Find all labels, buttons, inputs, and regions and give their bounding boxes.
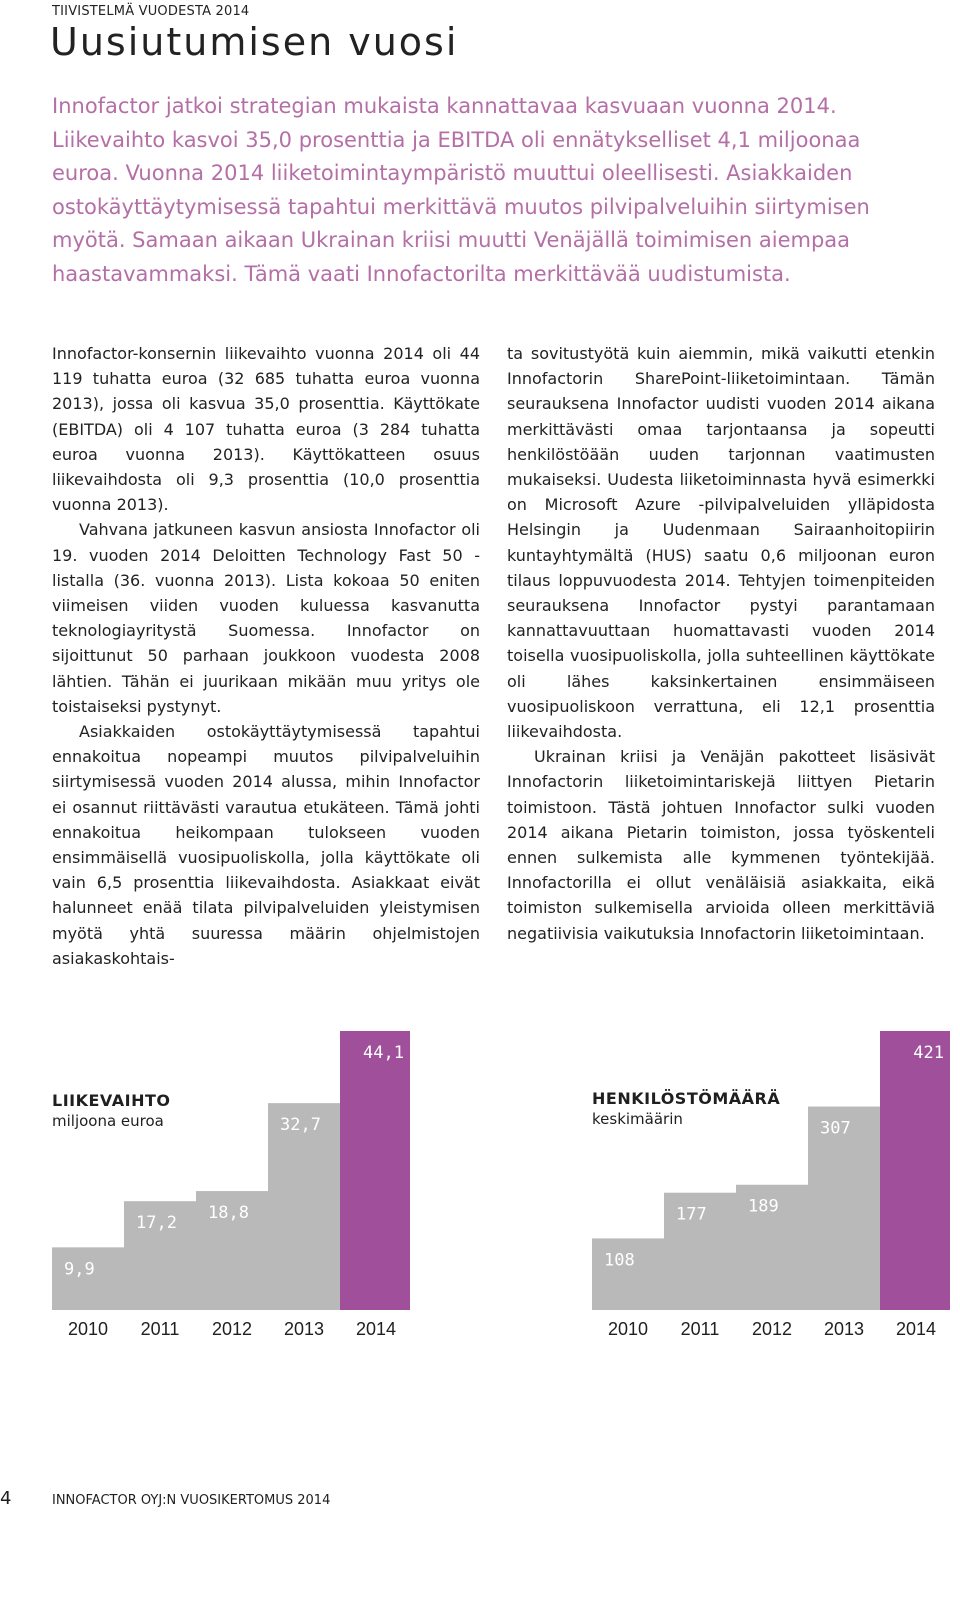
value-label-2011: 17,2: [136, 1213, 177, 1234]
body-paragraph: Innofactor-konsernin liikevaihto vuonna 2014 oli 44 119 tuhatta euroa (32 685 tuhatta euroa vuonna 2013), jossa oli kasvua 35,0 prosenttia. Käyttökate (EBITDA) oli 4 107 tuhatta euroa (3 284 tuhatta euroa vuonna 2013). Käyttökatteen osuus liikevaihdosta oli 9,3 prosenttia (10,0 prosenttia vuonna 2013).: [52, 344, 480, 515]
year-label-2010: 2010: [67, 1319, 109, 1339]
chart-title: HENKILÖSTÖMÄÄRÄ: [592, 1089, 781, 1108]
bars: [52, 1031, 410, 1310]
year-label-2014: 2014: [355, 1319, 397, 1339]
year-label-2012: 2012: [751, 1319, 793, 1339]
revenue-chart: [30, 1020, 410, 1350]
chart-subtitle: keskimäärin: [592, 1110, 683, 1128]
body-column-right: [507, 341, 935, 946]
body-paragraph: Ukrainan kriisi ja Venäjän pakotteet lisäsivät Innofactorin liiketoimintariskejä liittyen Pietarin toimistoon. Tästä johtuen Innofactor sulki vuoden 2014 aikana Pietarin toimiston, jossa työskenteli ennen sulkemista alle kymmenen työntekijää. Innofactorilla ei ollut venäläisiä asiakkaita, eikä toimiston sulkemisella arvioida olleen merkittäviä negatiivisia vaikutuksia Innofactorin liiketoimintaan.: [507, 747, 935, 943]
value-label-2013: 32,7: [280, 1115, 321, 1136]
value-label-2014: 421: [913, 1043, 944, 1063]
value-label-2010: 9,9: [64, 1259, 95, 1280]
value-label-2012: 189: [748, 1196, 779, 1217]
value-label-2010: 108: [604, 1250, 635, 1271]
bar-2014: [880, 1031, 950, 1310]
value-label-2012: 18,8: [208, 1203, 249, 1224]
section-label: TIIVISTELMÄ VUODESTA 2014: [52, 4, 250, 19]
year-label-2013: 2013: [823, 1319, 865, 1339]
page-title: Uusiutumisen vuosi: [50, 20, 459, 64]
body-paragraph: Asiakkaiden ostokäyttäytymisessä tapahtui ennakoitua nopeampi muutos pilvipalveluihin siirtymisessä vuoden 2014 alussa, mihin Innofactor ei osannut riittävästi varautua etukäteen. Tämä johti ennakoitua heikompaan tulokseen vuoden ensimmäisellä vuosipuoliskolla, jolla käyttökate oli vain 6,5 prosenttia liikevaihdosta. Asiakkaat eivät halunneet enää tilata pilvipalveluiden yleistymisen myötä yhtä suuressa määrin ohjelmistojen asiakaskohtais-: [52, 722, 480, 968]
page-number: 4: [0, 1488, 12, 1509]
body-column-left: [52, 341, 480, 971]
year-label-2013: 2013: [283, 1319, 325, 1339]
bar-2010: [592, 1238, 664, 1310]
year-label-2010: 2010: [607, 1319, 649, 1339]
year-label-2011: 2011: [140, 1319, 180, 1339]
year-labels: [68, 1319, 396, 1339]
year-label-2012: 2012: [211, 1319, 253, 1339]
bar-2014: [340, 1031, 410, 1310]
value-label-2013: 307: [820, 1118, 851, 1139]
bars: [592, 1031, 950, 1310]
value-label-2011: 177: [676, 1204, 707, 1225]
year-labels: [608, 1319, 936, 1339]
chart-title: LIIKEVAIHTO: [52, 1091, 171, 1110]
chart-subtitle: miljoona euroa: [52, 1112, 164, 1130]
year-label-2011: 2011: [680, 1319, 720, 1339]
footer-text: INNOFACTOR OYJ:N VUOSIKERTOMUS 2014: [52, 1493, 331, 1508]
lead-paragraph: Innofactor jatkoi strategian mukaista kannattavaa kasvuaan vuonna 2014. Liikevaihto kasvoi 35,0 prosenttia ja EBITDA oli ennätykselliset 4,1 miljoonaa euroa. Vuonna 2014 liiketoimintaympäristö muuttui oleellisesti. Asiakkaiden ostokäyttäytymisessä tapahtui merkittävä muutos pilvipalveluihin siirtymisen myötä. Samaan aikaan Ukrainan kriisi muutti Venäjällä toimimisen aiempaa haastavammaksi. Tämä vaati Innofactorilta merkittävää uudistumista.: [52, 94, 870, 286]
body-paragraph: Vahvana jatkuneen kasvun ansiosta Innofactor oli 19. vuoden 2014 Deloitten Technology Fast 50 -listalla (36. vuonna 2013). Lista kokoaa 50 eniten viimeisen viiden vuoden kuluessa kasvanutta teknologiayritystä Suomessa. Innofactor on sijoittunut 50 parhaan joukkoon vuodesta 2008 lähtien. Tähän ei juurikaan mikään muu yritys ole toistaiseksi pystynyt.: [52, 520, 480, 716]
headcount-chart: [570, 1020, 950, 1350]
value-label-2014: 44,1: [363, 1043, 404, 1063]
year-label-2014: 2014: [895, 1319, 937, 1339]
body-paragraph: ta sovitustyötä kuin aiemmin, mikä vaikutti etenkin Innofactorin SharePoint-liiketoimintaan. Tämän seurauksena Innofactor uudisti vuoden 2014 aikana merkittävästi omaa tarjontaansa ja sopeutti henkilöstöään uuden tarjonnan vaatimusten mukaiseksi. Uudesta liiketoiminnasta hyvä esimerkki on Microsoft Azure -pilvipalveluiden ylläpidosta Helsingin ja Uudenmaan Sairaanhoitopiirin kuntayhtymältä (HUS) saatu 0,6 miljoonan euron tilaus loppuvuodesta 2014. Tehtyjen toimenpiteiden seurauksena Innofactor pystyi parantamaan kannattavuuttaan huomattavasti vuoden 2014 toisella vuosipuoliskolla, jolla suhteellinen käyttökate oli lähes kaksinkertainen ensimmäiseen vuosipuoliskoon verrattuna, eli 12,1 prosenttia liikevaihdosta.: [507, 344, 935, 742]
